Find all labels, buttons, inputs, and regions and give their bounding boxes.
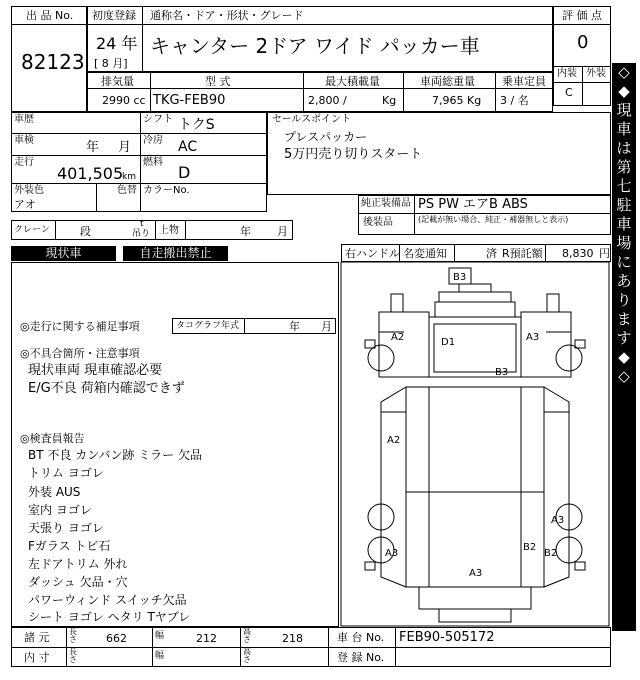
- inspector-line: 天張り ヨゴレ: [28, 521, 104, 535]
- color-code-label: カラーNo.: [143, 185, 190, 196]
- capacity-label: 乗車定員: [502, 75, 546, 88]
- inspector-line: 左ドアトリム 外れ: [28, 557, 128, 571]
- fuel-label: 燃料: [143, 157, 163, 168]
- r-deposit-value: 8,830: [562, 247, 594, 260]
- banner-char: ま: [616, 310, 632, 328]
- damage-mark: B3: [453, 272, 467, 283]
- crane-stage: 段: [80, 225, 91, 238]
- tachograph-year: 年: [289, 320, 300, 333]
- chassis-label: 車 台 No.: [337, 631, 385, 644]
- inspector-line: トリム ヨゴレ: [28, 466, 104, 480]
- chassis-number: FEB90-505172: [399, 630, 495, 645]
- mileage-unit: km: [122, 172, 136, 182]
- inspector-title: ◎検査員報告: [20, 432, 85, 445]
- history-label: 車歴: [14, 114, 34, 125]
- side-banner: [612, 63, 636, 631]
- first-reg-label: 初度登録: [92, 9, 136, 22]
- interior-height-label: 高さ: [243, 647, 251, 664]
- max-load-label: 最大積載量: [325, 75, 380, 88]
- banner-char: ◆: [618, 82, 630, 100]
- damage-mark: D1: [441, 337, 456, 348]
- banner-char: 駐: [616, 196, 632, 214]
- inspection-year: 年: [86, 140, 100, 155]
- banner-char: は: [616, 139, 632, 157]
- sales-point-line2: 5万円売り切りスタート: [284, 147, 423, 162]
- crane-lift: 吊り: [132, 229, 151, 239]
- color-value: アオ: [14, 198, 36, 211]
- model-name-label: 通称名・ドア・形状・グレード: [150, 9, 304, 22]
- inspector-line: BT 不良 カンバン跡 ミラー 欠品: [28, 448, 202, 462]
- defects-title: ◎不具合箇所・注意事項: [20, 347, 140, 360]
- inspector-line: Fガラス トビ石: [28, 539, 111, 553]
- tachograph-month: 月: [321, 320, 332, 333]
- mileage-value: 401,505: [57, 164, 124, 183]
- top-body-month: 月: [277, 225, 288, 238]
- defect-line: 現状車両 現車確認必要: [28, 363, 163, 378]
- banner-char: 場: [616, 234, 632, 252]
- aftermarket-note: (記載が無い場合、純正・補器無しと表示): [418, 215, 569, 224]
- reg-year: 24 年: [96, 34, 138, 53]
- registration-label: 登 録 No.: [337, 651, 385, 664]
- car-name: キャンター 2ドア ワイド パッカー車: [150, 34, 480, 58]
- steering-side: 右ハンドル: [345, 247, 400, 260]
- sales-point-line1: プレスパッカー: [284, 130, 368, 144]
- lot-label: 出 品 No.: [26, 9, 74, 22]
- damage-mark: B2: [544, 548, 558, 559]
- driving-notes-title: ◎走行に関する補足事項: [20, 320, 140, 333]
- interior-width-label: 幅: [155, 651, 165, 661]
- interior-label: 内装: [557, 68, 577, 79]
- displacement-label: 排気量: [101, 75, 134, 88]
- banner-char: ◇: [618, 63, 630, 81]
- genuine-equipment-label: 純正装備品: [361, 198, 411, 209]
- banner-char: に: [616, 253, 632, 271]
- inspector-line: ダッシュ 欠品・穴: [28, 575, 128, 589]
- r-deposit-unit: 円: [599, 247, 610, 260]
- color-no-label: 色替: [117, 185, 137, 196]
- reg-month: [ 8 月]: [94, 57, 128, 70]
- name-change-label: 名変通知: [403, 247, 447, 260]
- ac-value: AC: [178, 139, 198, 155]
- damage-mark: A3: [469, 568, 483, 579]
- specs-label: 諸 元: [24, 631, 50, 644]
- inspection-label: 車検: [14, 135, 34, 146]
- tachograph-label: タコグラフ年式: [176, 321, 240, 331]
- crane-label: クレーン: [14, 225, 50, 235]
- inspector-line: パワーウィンド スイッチ欠品: [28, 593, 187, 607]
- sales-point-label: セールスポイント: [272, 114, 352, 125]
- banner-char: り: [616, 291, 632, 309]
- mileage-label: 走行: [14, 157, 34, 168]
- self-drive-prohibited-badge: 自走搬出禁止: [123, 246, 228, 261]
- exterior-label: 外装: [586, 68, 606, 79]
- length-label: 長さ: [69, 627, 77, 644]
- genuine-equipment-value: PS PW エアB ABS: [418, 197, 528, 212]
- color-label: 外装色: [14, 185, 44, 196]
- current-condition-badge: 現状車: [11, 246, 116, 261]
- inspector-line: シート ヨゴレ ヘタリ Tヤブレ: [28, 610, 191, 624]
- fuel-value: D: [178, 163, 191, 182]
- banner-char: ◇: [618, 367, 630, 385]
- banner-char: 第: [616, 158, 632, 176]
- interior-size-label: 内 寸: [24, 651, 50, 664]
- banner-char: 現: [616, 101, 632, 119]
- model-code: TKG-FEB90: [153, 93, 226, 108]
- banner-char: す: [616, 329, 632, 347]
- banner-char: 車: [616, 120, 632, 138]
- capacity-value: 3 / 名: [500, 94, 529, 107]
- displacement-value: 2990 cc: [102, 94, 146, 107]
- details-box: [11, 112, 267, 212]
- width-value: 212: [196, 632, 217, 645]
- interior-grade: C: [565, 86, 573, 99]
- gross-weight-value: 7,965 Kg: [432, 94, 482, 107]
- eval-score: 0: [577, 32, 589, 53]
- max-load-value: 2,800 /: [308, 94, 347, 107]
- damage-mark: B2: [523, 542, 537, 553]
- interior-length-label: 長さ: [69, 647, 77, 664]
- damage-mark: A2: [387, 435, 401, 446]
- damage-mark: A3: [526, 332, 540, 343]
- aftermarket-label: 後装品: [363, 217, 393, 228]
- inspection-month: 月: [118, 140, 132, 155]
- inspector-line: 室内 ヨゴレ: [28, 503, 92, 517]
- banner-char: 七: [616, 177, 632, 195]
- top-body-year: 年: [240, 225, 251, 238]
- damage-mark: B3: [495, 367, 509, 378]
- r-deposit-label: R預託額: [502, 247, 543, 260]
- length-value: 662: [106, 632, 127, 645]
- banner-char: あ: [616, 272, 632, 290]
- top-body-label: 上物: [159, 225, 179, 236]
- banner-char: ◆: [618, 348, 630, 366]
- width-label: 幅: [155, 631, 165, 641]
- vehicle-damage-diagram: [339, 262, 611, 627]
- height-value: 218: [282, 632, 303, 645]
- crane-ton: t: [140, 219, 144, 229]
- ac-label: 冷房: [143, 135, 163, 146]
- max-load-unit: Kg: [382, 94, 397, 107]
- damage-mark: A2: [391, 332, 405, 343]
- defect-line: E/G不良 荷箱内確認できず: [28, 381, 185, 396]
- lot-number: 82123: [21, 50, 85, 74]
- damage-mark: A3: [385, 548, 399, 559]
- recycle-label: 済: [486, 247, 497, 260]
- banner-char: 車: [616, 215, 632, 233]
- damage-mark: A3: [551, 515, 565, 526]
- shift-label: シフト: [143, 114, 173, 125]
- eval-label: 評 価 点: [562, 9, 602, 22]
- height-label: 高さ: [243, 627, 251, 644]
- type-label: 型 式: [205, 75, 231, 88]
- shift-value: トクS: [178, 117, 215, 133]
- inspector-line: 外装 AUS: [28, 485, 81, 499]
- gross-weight-label: 車両総重量: [420, 75, 475, 88]
